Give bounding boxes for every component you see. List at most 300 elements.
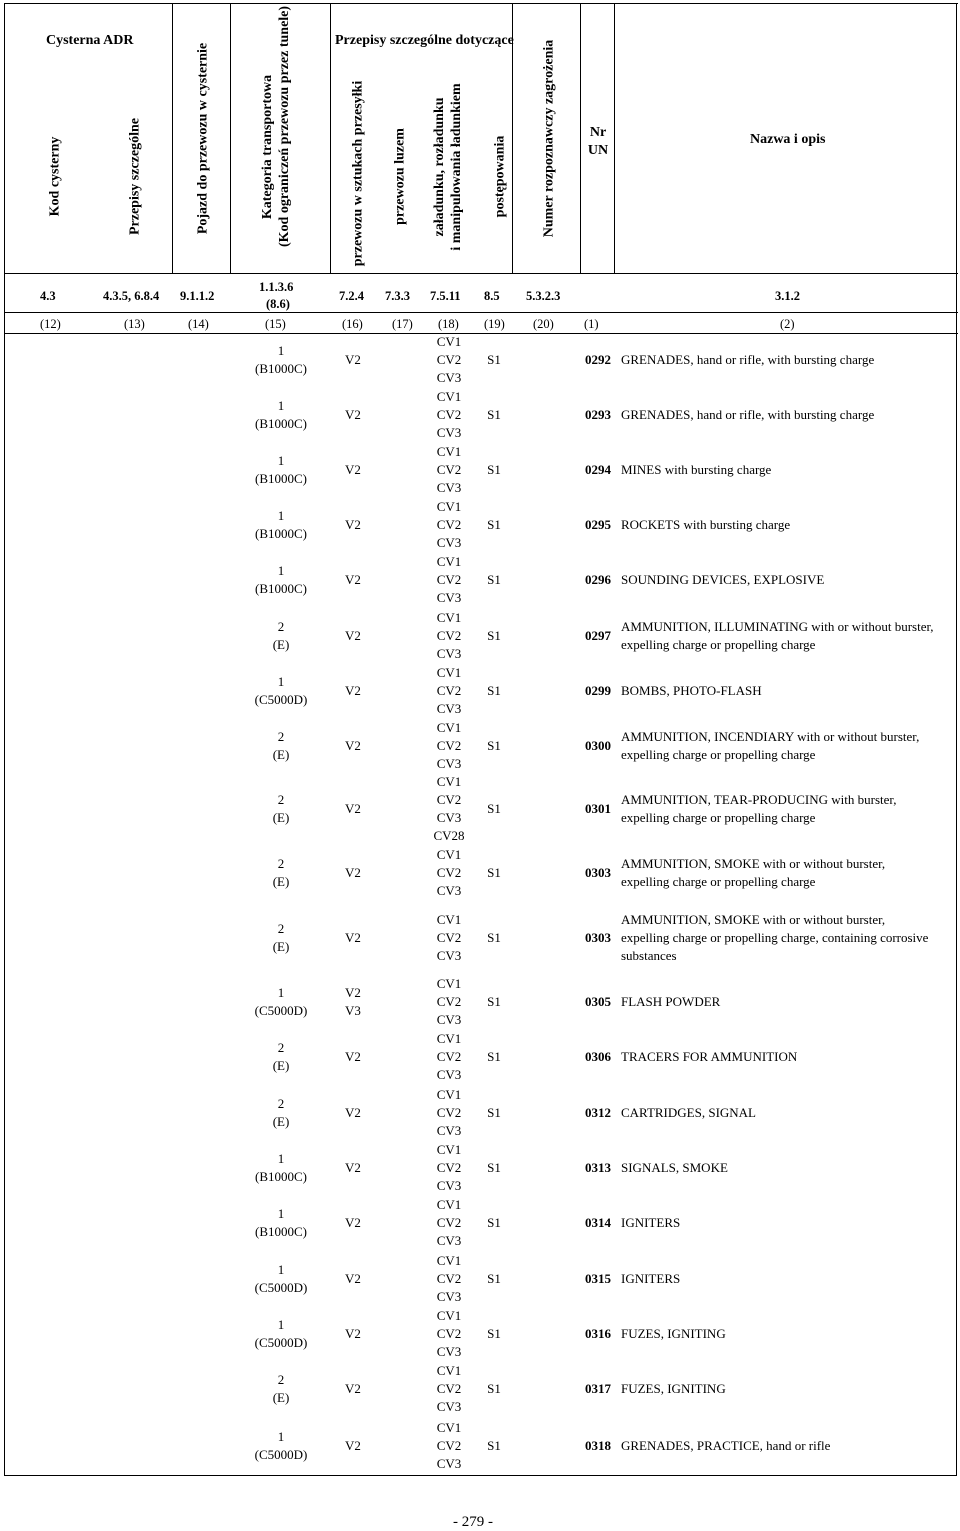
colnum-18: (18) [438, 317, 459, 331]
operation-provision-cell [464, 1270, 524, 1288]
provision-code: S1 [487, 929, 501, 945]
provision-code: CV3 [436, 369, 462, 385]
un-number: 0305 [585, 993, 611, 1009]
tunnel-code: (B1000C) [255, 415, 307, 431]
name-line: IGNITERS [621, 1215, 681, 1230]
provision-code: CV2 [436, 929, 462, 945]
provision-code: V2 [345, 1270, 361, 1286]
tunnel-code: (B1000C) [255, 1224, 307, 1239]
ref-15b: (8.6) [266, 297, 290, 311]
provision-code: CV1 [436, 333, 462, 349]
provision-code: CV3 [436, 755, 462, 771]
ref-16: 7.2.4 [339, 289, 364, 303]
provision-code: CV3 [436, 1343, 462, 1359]
packages-provision-cell [313, 516, 393, 534]
provision-code: CV1 [436, 1363, 462, 1378]
name-description-cell [621, 1270, 680, 1288]
provision-code: CV3 [436, 1455, 462, 1471]
provision-code: CV3 [436, 1288, 462, 1304]
un-number-cell [578, 406, 618, 424]
tunnel-code: (B1000C) [255, 470, 307, 486]
provision-code: CV1 [436, 443, 462, 459]
un-number-cell [578, 1325, 618, 1343]
provision-code: V3 [345, 1002, 361, 1018]
un-number-cell [578, 351, 618, 369]
operation-provision-cell [464, 571, 524, 589]
operation-provision-cell [464, 929, 524, 947]
un-number: 0316 [585, 1325, 611, 1341]
provision-code: CV3 [436, 947, 462, 963]
name-description-cell [621, 728, 919, 764]
un-number: 0297 [585, 627, 611, 643]
un-number-cell [578, 929, 618, 947]
provision-code: V2 [345, 1325, 361, 1341]
provision-code: S1 [487, 737, 501, 753]
transport-category: 2 [277, 618, 285, 634]
name-description-cell [621, 618, 934, 654]
provision-code: S1 [487, 1325, 501, 1341]
provision-code: CV1 [436, 719, 462, 735]
provision-code: S1 [487, 1159, 501, 1175]
packages-provision-cell [313, 737, 393, 755]
ref-18: 7.5.11 [430, 289, 461, 303]
provision-code: V2 [345, 682, 361, 698]
name-line: CARTRIDGES, SIGNAL [621, 1104, 757, 1120]
un-number: 0296 [585, 572, 611, 587]
tunnel-code: (E) [272, 938, 290, 954]
name-description-cell [621, 682, 762, 700]
un-number: 0313 [585, 1159, 611, 1175]
provision-code: CV2 [436, 1270, 462, 1286]
un-number-cell [578, 461, 618, 479]
provision-code: CV1 [436, 1252, 462, 1268]
provision-code: S1 [487, 1104, 501, 1120]
tunnel-code: (E) [272, 809, 290, 825]
col-un-number: Nr UN [587, 125, 609, 158]
un-number-cell [578, 1104, 618, 1122]
un-number-cell [578, 1380, 618, 1398]
tunnel-code: (E) [272, 746, 290, 762]
provision-code: CV1 [436, 1141, 462, 1157]
provision-code: V2 [345, 737, 361, 753]
provision-code: CV3 [436, 882, 462, 898]
provision-code: CV3 [436, 700, 462, 716]
col-loading: załadunku, rozładunku i manipulowania ładunkiem [432, 83, 464, 251]
header-top-border [4, 3, 958, 4]
un-number: 0318 [585, 1437, 611, 1453]
packages-provision-cell [313, 406, 393, 424]
provision-code: CV3 [436, 424, 462, 440]
provision-code: S1 [487, 1270, 501, 1286]
provision-code: CV3 [436, 1011, 462, 1027]
col-transport-category: Kategoria transportowa (Kod ograniczeń przewozu przez tunele) [260, 5, 292, 247]
provision-code: S1 [487, 993, 501, 1009]
provision-code: CV1 [436, 609, 462, 625]
ref-row-top [4, 273, 958, 274]
provision-code: CV1 [436, 773, 462, 789]
ref-14: 9.1.1.2 [180, 289, 215, 303]
name-description-cell [621, 1325, 726, 1343]
provision-code: CV2 [436, 682, 462, 698]
provision-code: S1 [487, 1215, 501, 1230]
un-number: 0315 [585, 1270, 611, 1286]
name-description-cell [621, 1380, 726, 1398]
name-description-cell [621, 911, 928, 965]
tunnel-code: (C5000D) [254, 1279, 308, 1295]
provision-code: S1 [487, 800, 501, 816]
transport-category: 1 [277, 1428, 285, 1444]
tunnel-code: (C5000D) [254, 1002, 308, 1018]
un-number-cell [578, 864, 618, 882]
tunnel-code: (B1000C) [255, 360, 307, 376]
name-line: TRACERS FOR AMMUNITION [621, 1049, 798, 1064]
provision-code: V2 [345, 1104, 361, 1120]
provision-code: CV3 [436, 1177, 462, 1193]
un-number-cell [578, 1048, 618, 1066]
provision-code: CV2 [436, 516, 462, 532]
name-line: FUZES, IGNITING [621, 1381, 726, 1396]
packages-provision-cell [313, 1104, 393, 1122]
group-special-label: Przepisy szczególne dotyczące [335, 33, 514, 48]
un-number: 0293 [585, 406, 611, 422]
operation-provision-cell [464, 1159, 524, 1177]
un-number-cell [578, 1214, 618, 1232]
packages-provision-cell [313, 984, 393, 1020]
operation-provision-cell [464, 627, 524, 645]
name-description-cell [621, 791, 896, 827]
tunnel-code: (E) [272, 1113, 290, 1129]
provision-code: S1 [487, 1437, 501, 1453]
name-line: expelling charge or propelling charge [621, 873, 816, 889]
provision-code: V2 [345, 572, 361, 587]
transport-category: 2 [277, 1372, 285, 1387]
transport-category: 2 [277, 855, 285, 871]
provision-code: CV3 [436, 1067, 462, 1082]
un-number: 0292 [585, 351, 611, 367]
provision-code: CV1 [436, 1197, 462, 1212]
operation-provision-cell [464, 1437, 524, 1455]
colnum-1: (1) [584, 317, 599, 331]
operation-provision-cell [464, 737, 524, 755]
provision-code: V2 [345, 461, 361, 477]
col-hazard-number: Numer rozpoznawczy zagrożenia [541, 39, 557, 238]
provision-code: V2 [345, 800, 361, 816]
packages-provision-cell [313, 1437, 393, 1455]
provision-code: S1 [487, 406, 501, 422]
transport-category: 1 [277, 673, 285, 689]
name-description-cell [621, 516, 790, 534]
provision-code: CV2 [436, 627, 462, 643]
tunnel-code: (C5000D) [254, 1446, 308, 1462]
provision-code: CV3 [436, 645, 462, 661]
tunnel-code: (E) [272, 636, 290, 652]
name-line: expelling charge or propelling charge [621, 809, 816, 825]
ref-2: 3.1.2 [775, 289, 800, 303]
name-line: AMMUNITION, INCENDIARY with or without burster, [621, 728, 920, 744]
name-line: expelling charge or propelling charge [621, 746, 816, 762]
provision-code: S1 [487, 1049, 501, 1064]
operation-provision-cell [464, 1325, 524, 1343]
provision-code: V2 [345, 1381, 361, 1396]
operation-provision-cell [464, 993, 524, 1011]
provision-code: CV1 [436, 1031, 462, 1046]
provision-code: CV1 [436, 911, 462, 927]
name-line: BOMBS, PHOTO-FLASH [621, 682, 762, 698]
un-number: 0295 [585, 516, 611, 532]
provision-code: CV2 [436, 1215, 462, 1230]
operation-provision-cell [464, 800, 524, 818]
tunnel-code: (B1000C) [255, 1168, 307, 1184]
ref-12: 4.3 [40, 289, 56, 303]
name-description-cell [621, 571, 824, 589]
name-description-cell [621, 1437, 830, 1455]
provision-code: CV3 [436, 479, 462, 495]
colnum-12: (12) [40, 317, 61, 331]
un-number: 0306 [585, 1049, 611, 1064]
provision-code: CV2 [436, 1104, 462, 1120]
un-number: 0314 [585, 1215, 611, 1230]
name-description-cell [621, 1048, 797, 1066]
tunnel-code: (E) [272, 1058, 290, 1073]
colnum-row-top [4, 312, 958, 313]
un-number-cell [578, 800, 618, 818]
colnum-13: (13) [124, 317, 145, 331]
provision-code: V2 [345, 351, 361, 367]
table-right-border [956, 3, 957, 1476]
packages-provision-cell [313, 571, 393, 589]
packages-provision-cell [313, 1270, 393, 1288]
un-number: 0317 [585, 1381, 611, 1396]
name-line: GRENADES, hand or rifle, with bursting charge [621, 406, 875, 422]
packages-provision-cell [313, 1325, 393, 1343]
col-special: Przepisy szczególne [127, 118, 143, 236]
provision-code: V2 [345, 984, 361, 1000]
provision-code: CV1 [436, 388, 462, 404]
ref-15a: 1.1.3.6 [259, 280, 294, 294]
name-line: expelling charge or propelling charge [621, 636, 816, 652]
provision-code: S1 [487, 1381, 501, 1396]
colnum-2: (2) [780, 317, 795, 331]
name-line: AMMUNITION, SMOKE with or without burster, [621, 855, 886, 871]
provision-code: CV2 [436, 993, 462, 1009]
transport-category: 1 [277, 1316, 285, 1332]
name-line: GRENADES, PRACTICE, hand or rifle [621, 1437, 831, 1453]
tunnel-code: (E) [272, 1390, 290, 1405]
col-bulk: przewozu luzem [392, 128, 408, 225]
transport-category: 1 [277, 1150, 285, 1166]
provision-code: V2 [345, 1049, 361, 1064]
name-description-cell [621, 1159, 728, 1177]
operation-provision-cell [464, 682, 524, 700]
transport-category: 2 [277, 1040, 285, 1055]
provision-code: CV3 [436, 534, 462, 550]
tunnel-code: (C5000D) [254, 1334, 308, 1350]
name-line: IGNITERS [621, 1270, 681, 1286]
operation-provision-cell [464, 461, 524, 479]
col-name-description: Nazwa i opis [750, 132, 826, 147]
header-sep [230, 3, 231, 273]
packages-provision-cell [313, 461, 393, 479]
name-description-cell [621, 993, 720, 1011]
un-number: 0303 [585, 929, 611, 945]
col-packages: przewozu w sztukach przesyłki [350, 80, 366, 267]
transport-category: 1 [277, 563, 285, 578]
provision-code: S1 [487, 461, 501, 477]
provision-code: CV1 [436, 554, 462, 569]
un-number-cell [578, 737, 618, 755]
provision-code: CV1 [436, 1419, 462, 1435]
transport-category: 2 [277, 791, 285, 807]
name-line: MINES with bursting charge [621, 461, 772, 477]
name-line: SIGNALS, SMOKE [621, 1159, 728, 1175]
provision-code: S1 [487, 627, 501, 643]
tunnel-code: (C5000D) [254, 691, 308, 707]
provision-code: CV3 [436, 590, 462, 605]
operation-provision-cell [464, 1104, 524, 1122]
provision-code: CV1 [436, 1307, 462, 1323]
provision-code: CV2 [436, 572, 462, 587]
header-sep [330, 3, 331, 273]
colnum-20: (20) [533, 317, 554, 331]
transport-category: 1 [277, 984, 285, 1000]
name-description-cell [621, 1104, 756, 1122]
transport-category: 1 [277, 1206, 285, 1221]
col-tank-code: Kod cysterny [47, 136, 63, 217]
provision-code: S1 [487, 682, 501, 698]
un-number-cell [578, 1270, 618, 1288]
un-number: 0294 [585, 461, 611, 477]
operation-provision-cell [464, 351, 524, 369]
name-description-cell [621, 461, 771, 479]
colnum-15: (15) [265, 317, 286, 331]
un-number: 0299 [585, 682, 611, 698]
colnum-14: (14) [188, 317, 209, 331]
provision-code: V2 [345, 1215, 361, 1230]
header-sep [580, 3, 581, 273]
packages-provision-cell [313, 929, 393, 947]
packages-provision-cell [313, 800, 393, 818]
provision-code: CV1 [436, 846, 462, 862]
packages-provision-cell [313, 1048, 393, 1066]
provision-code: V2 [345, 864, 361, 880]
name-line: SOUNDING DEVICES, EXPLOSIVE [621, 572, 825, 587]
un-number-cell [578, 682, 618, 700]
provision-code: CV1 [436, 498, 462, 514]
transport-category: 2 [277, 920, 285, 936]
operation-provision-cell [464, 1380, 524, 1398]
colnum-19: (19) [484, 317, 505, 331]
colnum-16: (16) [342, 317, 363, 331]
provision-code: V2 [345, 1437, 361, 1453]
transport-category: 2 [277, 1095, 285, 1111]
packages-provision-cell [313, 682, 393, 700]
packages-provision-cell [313, 864, 393, 882]
name-line: AMMUNITION, SMOKE with or without burster, [621, 911, 886, 927]
provision-code: V2 [345, 1159, 361, 1175]
name-line: ROCKETS with bursting charge [621, 516, 791, 532]
transport-category: 1 [277, 1261, 285, 1277]
provision-code: CV2 [436, 1159, 462, 1175]
provision-code: V2 [345, 929, 361, 945]
ref-20: 5.3.2.3 [526, 289, 561, 303]
provision-code: CV2 [436, 1049, 462, 1064]
provision-code: CV2 [436, 737, 462, 753]
un-number: 0303 [585, 864, 611, 880]
provision-code: CV3 [436, 1122, 462, 1138]
ref-13: 4.3.5, 6.8.4 [103, 289, 160, 303]
provision-code: CV2 [436, 864, 462, 880]
packages-provision-cell [313, 1214, 393, 1232]
provision-code: V2 [345, 406, 361, 422]
provision-code: CV2 [436, 351, 462, 367]
provision-code: S1 [487, 572, 501, 587]
operation-provision-cell [464, 516, 524, 534]
operation-provision-cell [464, 1214, 524, 1232]
un-number-cell [578, 993, 618, 1011]
transport-category: 1 [277, 452, 285, 468]
provision-code: CV2 [436, 1437, 462, 1453]
provision-code: CV1 [436, 1086, 462, 1102]
header-sep [172, 3, 173, 273]
name-line: FUZES, IGNITING [621, 1325, 726, 1341]
group-tank-label: Cysterna ADR [46, 33, 134, 48]
name-line: AMMUNITION, ILLUMINATING with or without burster, [621, 618, 934, 634]
un-number: 0301 [585, 800, 611, 816]
name-line: expelling charge or propelling charge, containing corrosive [621, 929, 929, 945]
provision-code: CV2 [436, 1381, 462, 1396]
ref-19: 8.5 [484, 289, 500, 303]
provision-code: V2 [345, 627, 361, 643]
operation-provision-cell [464, 1048, 524, 1066]
name-line: FLASH POWDER [621, 993, 721, 1009]
provision-code: CV3 [436, 1233, 462, 1248]
provision-code: CV3 [436, 809, 462, 825]
un-number-cell [578, 516, 618, 534]
colnum-17: (17) [392, 317, 413, 331]
tunnel-code: (B1000C) [255, 581, 307, 596]
provision-code: S1 [487, 351, 501, 367]
operation-provision-cell [464, 864, 524, 882]
packages-provision-cell [313, 351, 393, 369]
ref-17: 7.3.3 [385, 289, 410, 303]
header-sep [614, 3, 615, 273]
page-number: - 279 - [453, 1514, 493, 1530]
operation-provision-cell [464, 406, 524, 424]
un-number-cell [578, 1159, 618, 1177]
provision-code: CV28 [433, 827, 465, 843]
col-operation: postępowania [492, 135, 508, 218]
transport-category: 2 [277, 728, 285, 744]
packages-provision-cell [313, 1159, 393, 1177]
provision-code: CV1 [436, 975, 462, 991]
name-line: AMMUNITION, TEAR-PRODUCING with burster, [621, 791, 897, 807]
name-description-cell [621, 855, 885, 891]
un-number: 0312 [585, 1104, 611, 1120]
name-description-cell [621, 351, 874, 369]
provision-code: S1 [487, 864, 501, 880]
provision-code: CV1 [436, 664, 462, 680]
name-description-cell [621, 1214, 680, 1232]
provision-code: CV2 [436, 791, 462, 807]
transport-category: 1 [277, 507, 285, 523]
provision-code: CV3 [436, 1399, 462, 1414]
transport-category: 1 [277, 342, 285, 358]
provision-code: CV2 [436, 461, 462, 477]
table-bottom-border [4, 1475, 957, 1476]
packages-provision-cell [313, 627, 393, 645]
provision-code: CV2 [436, 406, 462, 422]
provision-code: CV2 [436, 1325, 462, 1341]
